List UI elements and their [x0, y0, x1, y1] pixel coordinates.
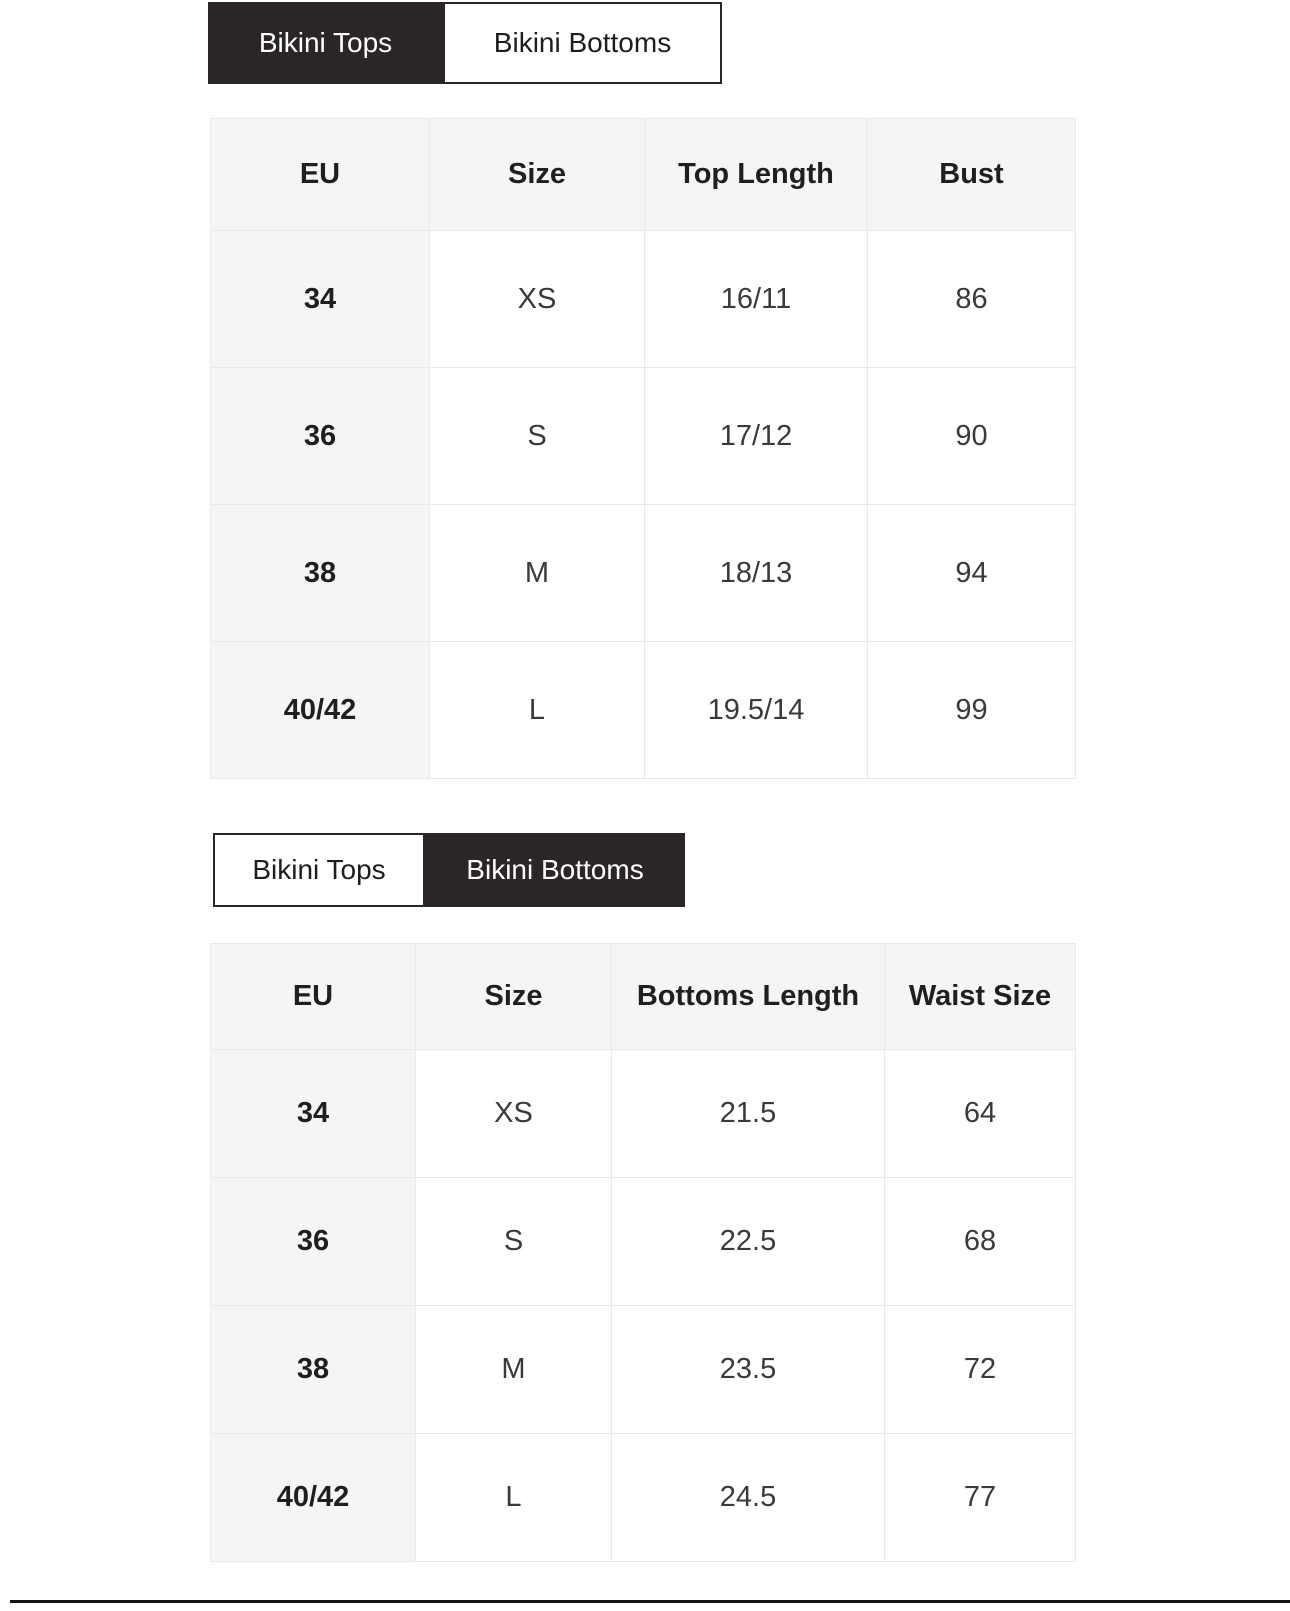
table-cell: S	[430, 368, 645, 505]
table-cell: 17/12	[645, 368, 868, 505]
table-cell: XS	[430, 231, 645, 368]
table-cell: 23.5	[612, 1306, 885, 1434]
column-header: Top Length	[645, 119, 868, 231]
row-label-cell: 40/42	[211, 642, 430, 779]
row-label-cell: 36	[211, 368, 430, 505]
table-cell: M	[416, 1306, 612, 1434]
tab-bikini-bottoms[interactable]: Bikini Bottoms	[425, 833, 685, 907]
table-cell: 68	[885, 1178, 1076, 1306]
table-cell: 18/13	[645, 505, 868, 642]
tab-bikini-tops[interactable]: Bikini Tops	[213, 833, 425, 907]
table-cell: 86	[868, 231, 1076, 368]
table-cell: 24.5	[612, 1434, 885, 1562]
table-cell: M	[430, 505, 645, 642]
size-chart-tabs-bottoms-group	[213, 833, 685, 907]
row-label-cell: 34	[211, 1050, 416, 1178]
table-cell: 22.5	[612, 1178, 885, 1306]
table-cell: L	[416, 1434, 612, 1562]
column-header: Size	[430, 119, 645, 231]
bikini-tops-size-table	[210, 118, 1076, 779]
table-row	[211, 1178, 1076, 1306]
table-cell: 16/11	[645, 231, 868, 368]
column-header: Bottoms Length	[612, 944, 885, 1050]
column-header: Bust	[868, 119, 1076, 231]
table-row	[211, 1434, 1076, 1562]
table-cell: 90	[868, 368, 1076, 505]
table-cell: S	[416, 1178, 612, 1306]
table-cell: 72	[885, 1306, 1076, 1434]
column-header: EU	[211, 944, 416, 1050]
row-label-cell: 34	[211, 231, 430, 368]
size-chart-tabs-tops-group	[208, 2, 722, 84]
bikini-bottoms-size-table	[210, 943, 1076, 1562]
header-row	[211, 944, 1076, 1050]
header-row	[211, 119, 1076, 231]
table-row	[211, 1306, 1076, 1434]
table-row	[211, 231, 1076, 368]
table-row	[211, 505, 1076, 642]
table-cell: 77	[885, 1434, 1076, 1562]
table-cell: 21.5	[612, 1050, 885, 1178]
table-cell: 94	[868, 505, 1076, 642]
row-label-cell: 38	[211, 505, 430, 642]
table-cell: 19.5/14	[645, 642, 868, 779]
bottom-divider	[10, 1600, 1290, 1603]
column-header: Waist Size	[885, 944, 1076, 1050]
column-header: Size	[416, 944, 612, 1050]
table-cell: L	[430, 642, 645, 779]
tab-bikini-bottoms[interactable]: Bikini Bottoms	[443, 2, 722, 84]
table-cell: 64	[885, 1050, 1076, 1178]
row-label-cell: 40/42	[211, 1434, 416, 1562]
column-header: EU	[211, 119, 430, 231]
table-cell: XS	[416, 1050, 612, 1178]
row-label-cell: 38	[211, 1306, 416, 1434]
table-cell: 99	[868, 642, 1076, 779]
table-row	[211, 642, 1076, 779]
table-row	[211, 368, 1076, 505]
tab-bikini-tops[interactable]: Bikini Tops	[208, 2, 443, 84]
table-row	[211, 1050, 1076, 1178]
row-label-cell: 36	[211, 1178, 416, 1306]
